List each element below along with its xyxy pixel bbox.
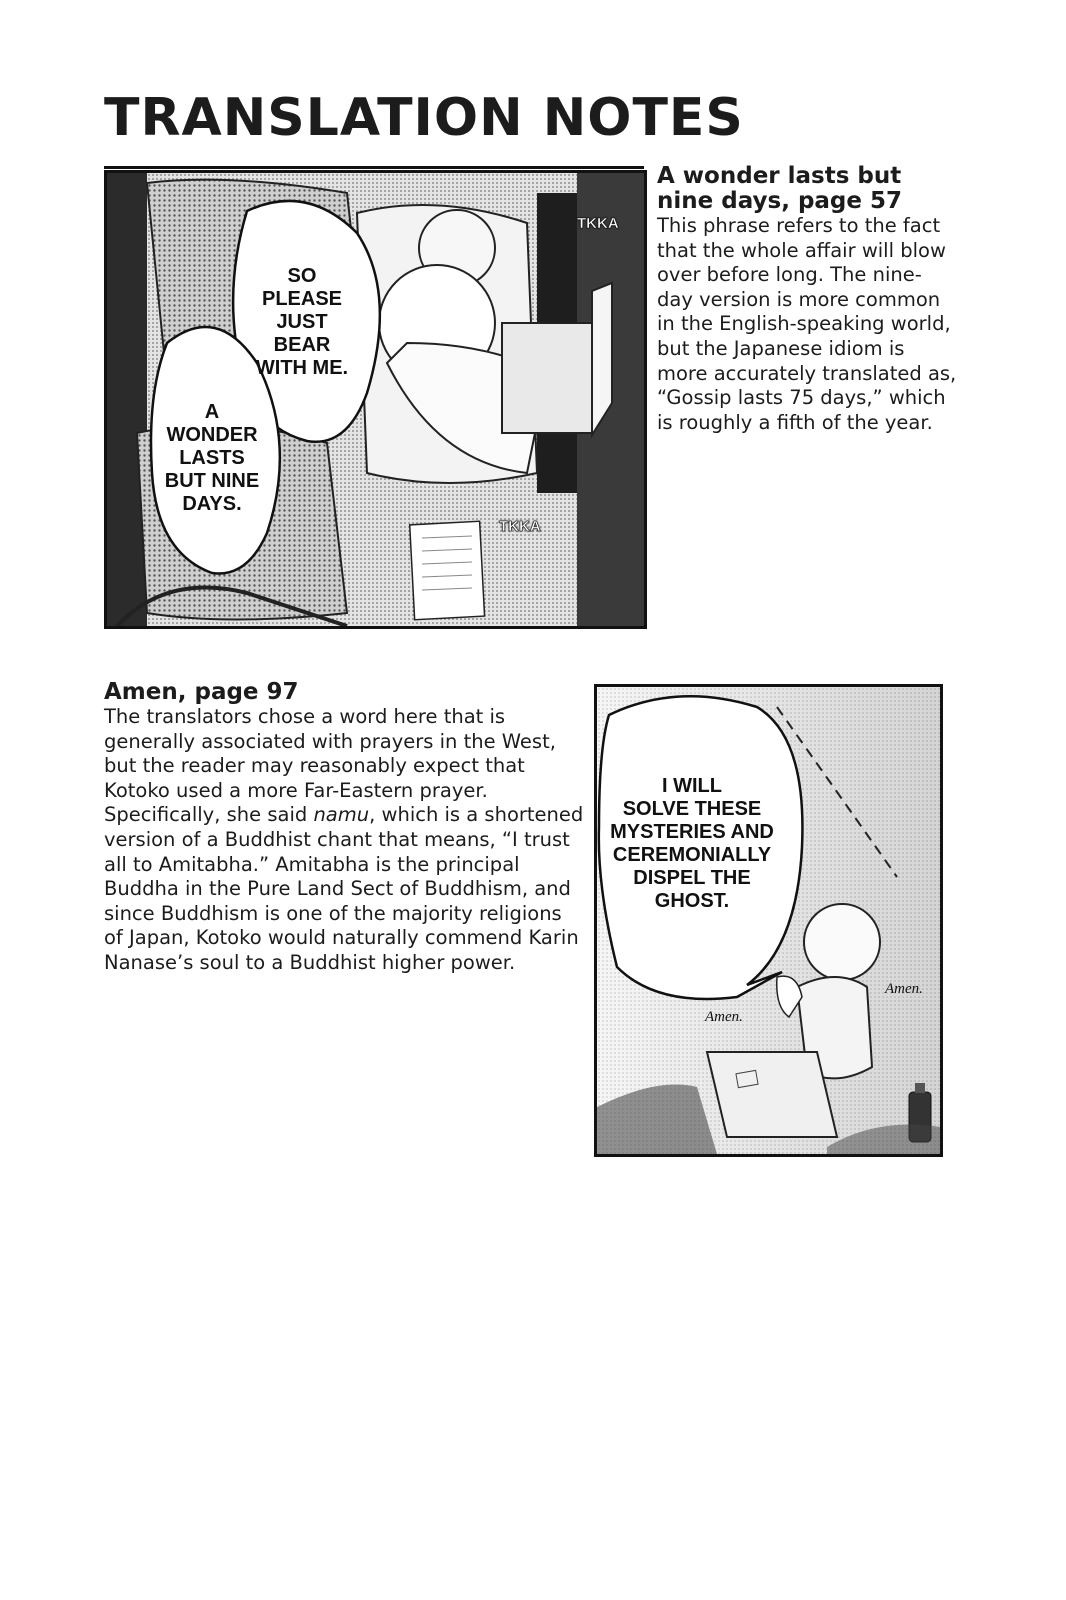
note-body	[104, 705, 584, 976]
sfx-amen-right: Amen.	[885, 981, 923, 997]
note-body-part2: , which is a shortened version of a Buddhist chant that means, “I trust all to Amitabha.” Amitabha is the principal Buddha in the Pure Land Sect of Buddhism, and since Buddhism is one of the majority religions of Japan, Kotoko would naturally commend Karin Nanase’s soul to a Buddhist higher power.	[104, 803, 584, 974]
speech-bubble-bear-with-me: SO PLEASE JUST BEAR WITH ME.	[255, 265, 349, 379]
page-title: TRANSLATION NOTES	[104, 88, 744, 148]
note-heading: Amen, page 97	[104, 679, 299, 705]
manga-panel-typing	[104, 170, 647, 629]
speech-bubble-wonder-lasts: A WONDER LASTS BUT NINE DAYS.	[164, 401, 260, 515]
sfx-typing-bottom: TKKA	[499, 518, 541, 535]
note-wonder-lasts	[657, 164, 957, 435]
note-body-part1: The translators chose a word here that is generally associated with prayers in the West, but the reader may reasonably expect that Kotoko used a more Far-Eastern prayer. Specifically, she said	[104, 705, 556, 827]
note-heading	[657, 164, 957, 214]
note-amen	[104, 680, 584, 976]
manga-panel-amen	[594, 684, 943, 1157]
manga-panel-typing-art	[107, 173, 644, 626]
sfx-typing-top: TKKA	[577, 215, 619, 232]
note-heading-line1: A wonder lasts but	[657, 163, 902, 189]
manga-panel-amen-art	[597, 687, 940, 1154]
panel-top-border	[104, 166, 644, 169]
speech-bubble-solve-mysteries: I WILL SOLVE THESE MYSTERIES AND CEREMONIALLY DISPEL THE GHOST.	[610, 775, 774, 912]
note-heading-line2: nine days, page 57	[657, 188, 903, 214]
note-body: This phrase refers to the fact that the whole affair will blow over before long. The nine-day version is more common in the English-speaking world, but the Japanese idiom is more accurately translated as, “Gossip lasts 75 days,” which is roughly a fifth of the year.	[657, 214, 957, 434]
sfx-amen-left: Amen.	[705, 1009, 743, 1025]
note-body-italic-word: namu	[313, 803, 370, 827]
